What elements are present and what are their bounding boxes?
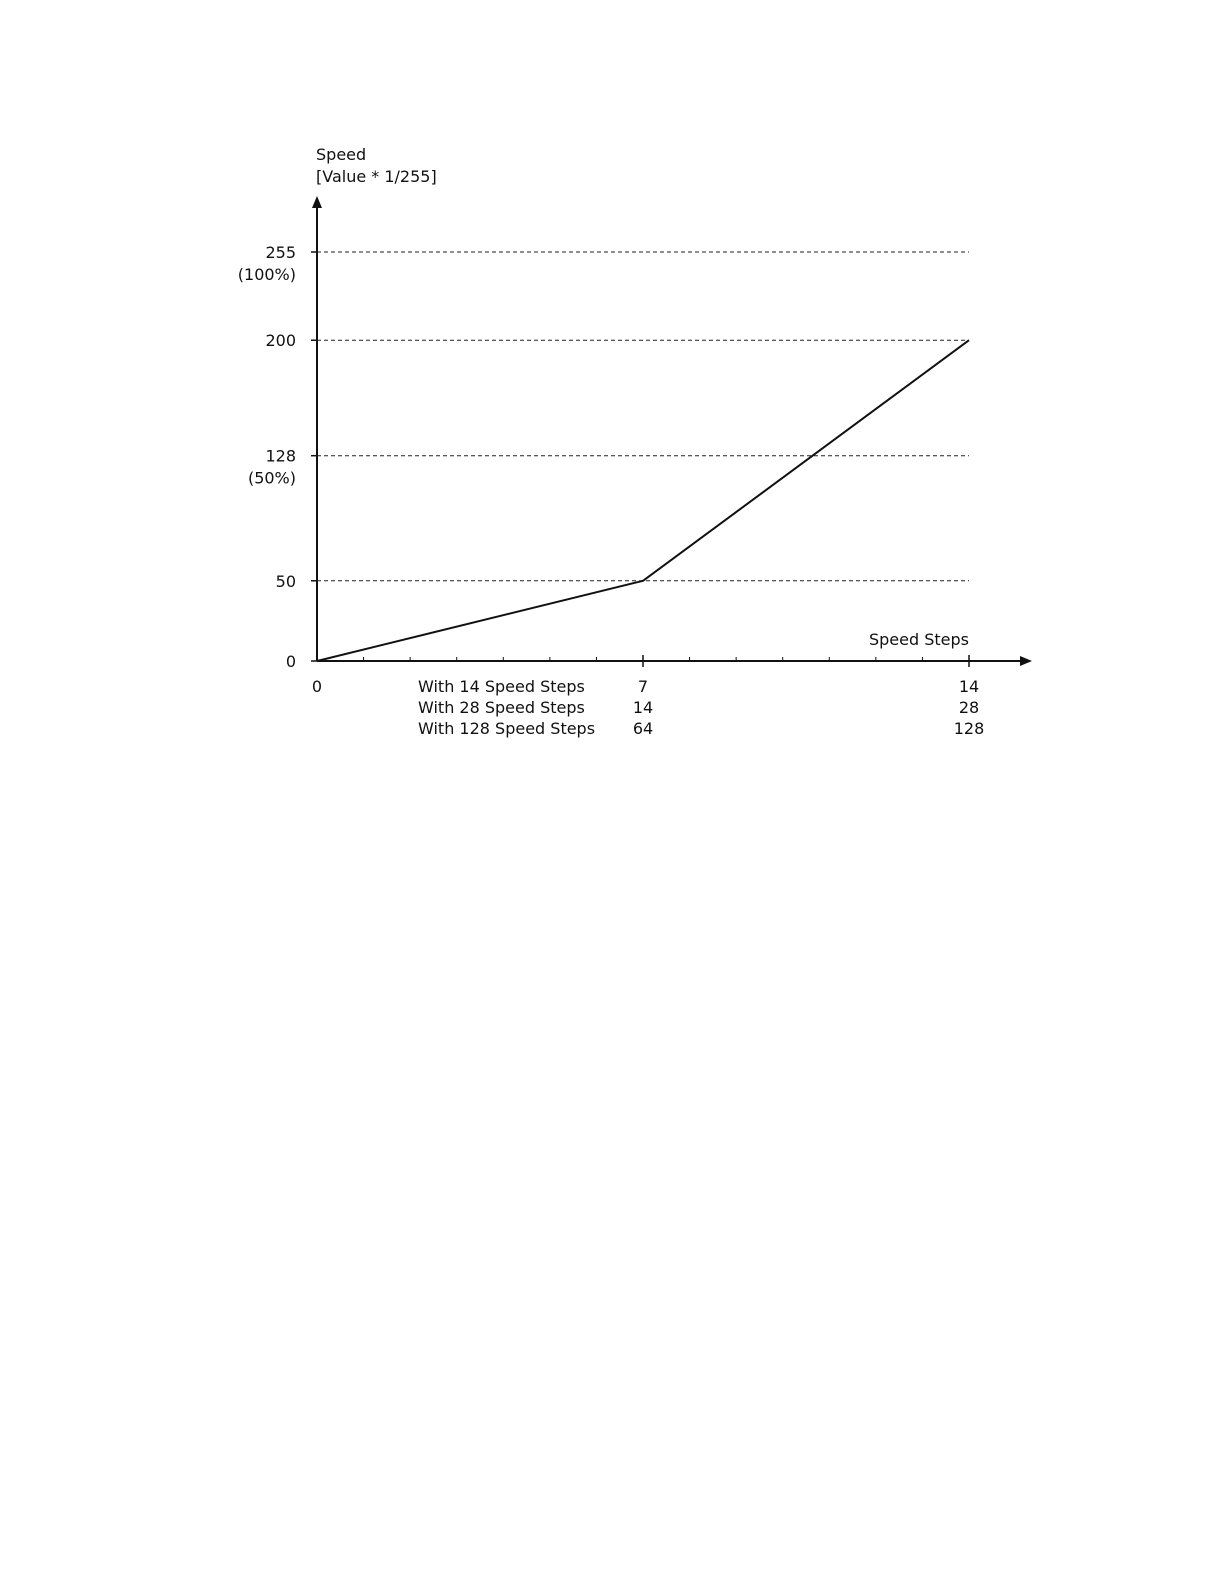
x-origin-label: 0 (311, 677, 323, 696)
x-scale-14-tick-7: 7 (637, 677, 649, 696)
x-scale-128-tick-7: 64 (632, 719, 654, 738)
x-scale-28-tick-14: 28 (958, 698, 980, 717)
series-line-0 (317, 340, 969, 661)
y-ticks (238, 243, 317, 671)
x-scale-14-tick-14: 14 (958, 677, 980, 696)
y-tick-label-200: 200 (265, 331, 296, 351)
y-tick-sublabel-128: (50%) (247, 468, 296, 488)
x-scale-128-tick-14: 128 (953, 719, 985, 738)
y-tick-label-128: 128 (265, 446, 296, 466)
y-tick-label-50: 50 (275, 571, 296, 591)
y-tick-label-255: 255 (265, 243, 296, 262)
x-scale-label-28: With 28 Speed Steps (418, 698, 585, 717)
gridlines (317, 252, 969, 581)
x-axis-label: Speed Steps (868, 630, 969, 649)
x-scale-label-14: With 14 Speed Steps (418, 677, 585, 696)
y-axis-label-line-1: Speed (316, 145, 367, 164)
y-tick-label-0: 0 (285, 652, 296, 671)
series (317, 340, 969, 661)
y-axis-label-line-2: [Value * 1/255] (316, 167, 437, 186)
x-scale-label-128: With 128 Speed Steps (418, 719, 596, 738)
x-scale-28-tick-7: 14 (632, 698, 654, 717)
y-tick-sublabel-255: (100%) (237, 265, 296, 284)
